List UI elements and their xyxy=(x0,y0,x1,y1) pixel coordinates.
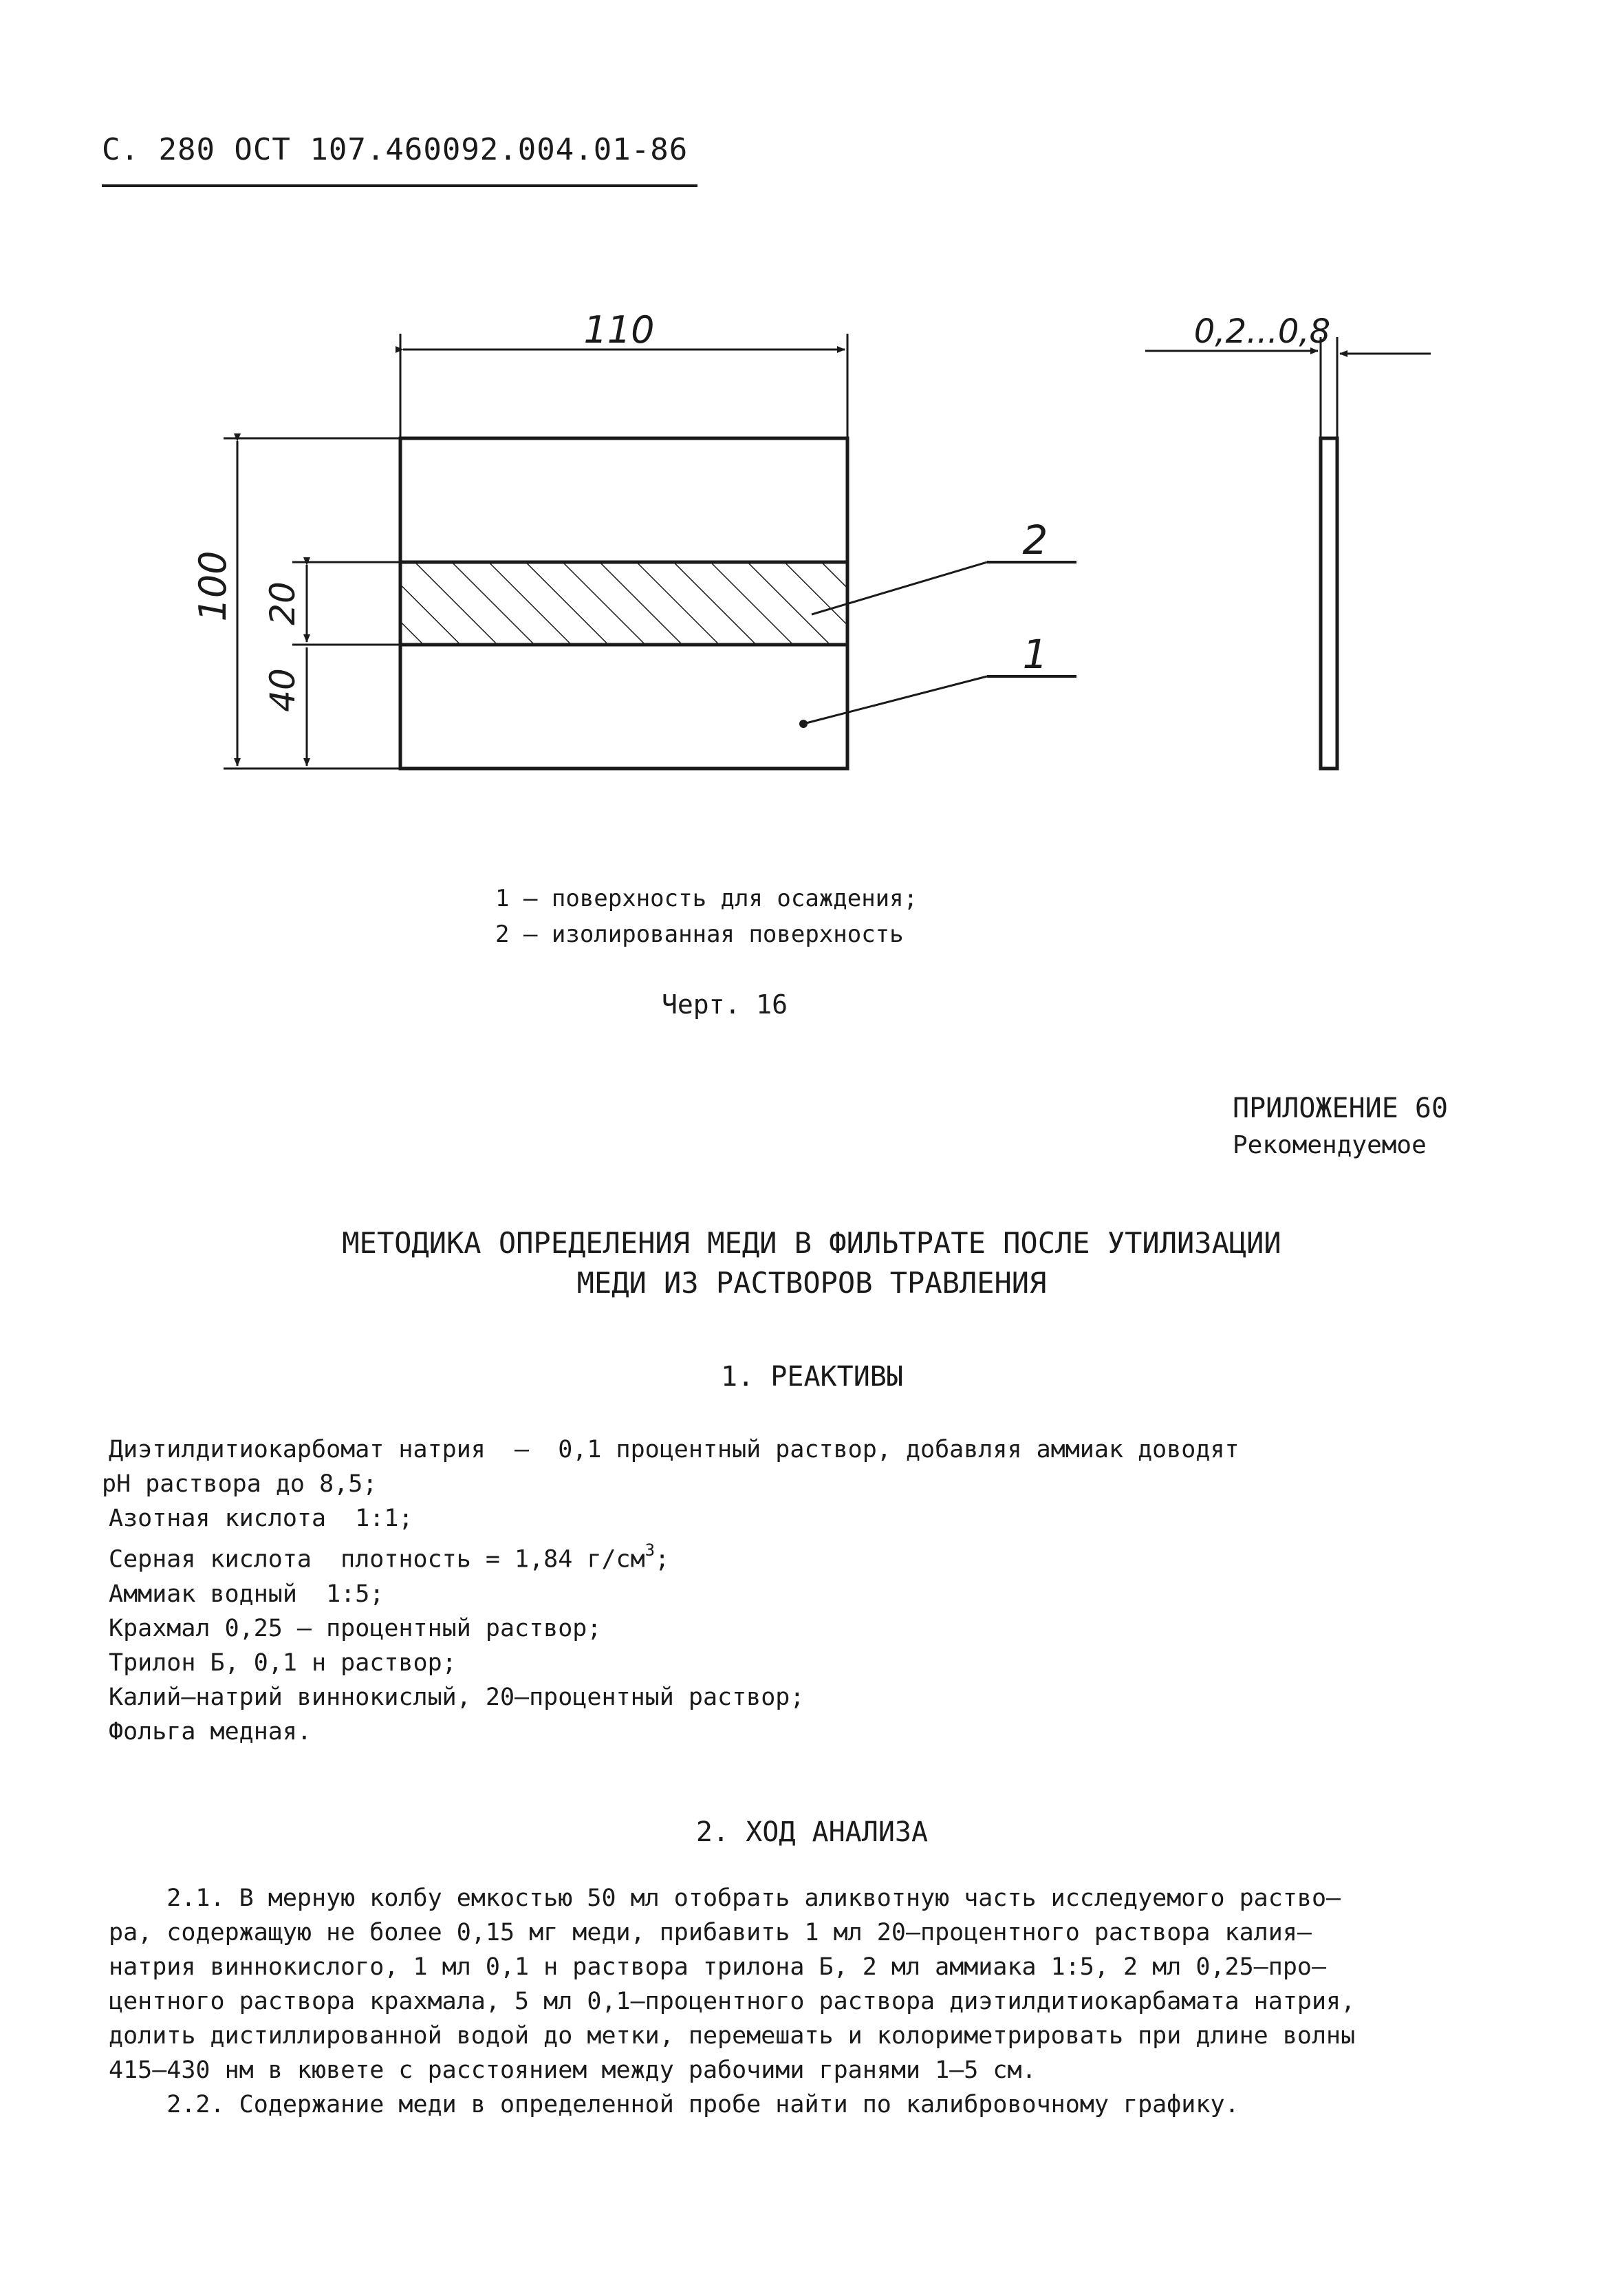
legend-item-1: 1 – поверхность для осаждения; xyxy=(495,885,918,912)
paragraph-line: 2.2. Содержание меди в определенной пробе найти по калибровочному графику. xyxy=(109,2091,1239,2118)
callout-1-leader xyxy=(803,676,987,724)
reagent-line: pH раствора до 8,5; xyxy=(102,1470,378,1498)
page-header: С. 280 ОСТ 107.460092.004.01-86 xyxy=(102,132,689,167)
figure-caption: Черт. 16 xyxy=(662,989,788,1020)
paragraph-line: долить дистиллированной водой до метки, перемешать и колориметрировать при длине волны xyxy=(109,2022,1356,2050)
legend-item-2: 2 – изолированная поверхность xyxy=(495,921,904,948)
superscript: 3 xyxy=(645,1540,656,1560)
height-label: 100 xyxy=(191,550,235,622)
reagents-list xyxy=(102,1432,1239,1749)
reagent-line: Аммиак водный 1:5; xyxy=(109,1580,385,1608)
reagent-line xyxy=(109,1536,1239,1577)
reagent-line: Калий–натрий виннокислый, 20–процентный раствор; xyxy=(109,1683,805,1711)
width-label: 110 xyxy=(583,308,655,352)
paragraph-line: натрия виннокислого, 1 мл 0,1 н раствора трилона Б, 2 мл аммиака 1:5, 2 мл 0,25–про– xyxy=(109,1953,1327,1981)
reagent-text: ; xyxy=(655,1545,670,1574)
reagent-line: Трилон Б, 0,1 н раствор; xyxy=(109,1649,457,1677)
appendix-block xyxy=(1233,1090,1448,1164)
section-2-heading: 2. ХОД АНАЛИЗА xyxy=(695,1816,929,1848)
lower-label: 40 xyxy=(263,668,303,712)
reagent-text: Серная кислота плотность = 1,84 г/см xyxy=(109,1545,645,1574)
reagent-line: Крахмал 0,25 – процентный раствор; xyxy=(109,1614,602,1642)
reagent-line: Фольга медная. xyxy=(109,1717,312,1746)
title-line-2: МЕДИ ИЗ РАСТВОРОВ ТРАВЛЕНИЯ xyxy=(576,1266,1047,1300)
analysis-text xyxy=(109,1881,1533,2122)
reagent-line: Азотная кислота 1:1; xyxy=(109,1505,413,1532)
callout-1-label: 1 xyxy=(1022,631,1048,678)
side-view-plate xyxy=(1321,438,1337,769)
thickness-label: 0,2...0,8 xyxy=(1193,312,1331,351)
appendix-subtitle: Рекомендуемое xyxy=(1233,1131,1427,1159)
paragraph-line: центного раствора крахмала, 5 мл 0,1–процентного раствора диэтилдитиокарбамата натрия, xyxy=(109,1988,1356,2015)
title-line-1: МЕТОДИКА ОПРЕДЕЛЕНИЯ МЕДИ В ФИЛЬТРАТЕ ПОСЛЕ УТИЛИЗАЦИИ xyxy=(342,1226,1281,1260)
paragraph-line: ра, содержащую не более 0,15 мг меди, прибавить 1 мл 20–процентного раствора калия– xyxy=(109,1919,1312,1946)
section-1-heading: 1. РЕАКТИВЫ xyxy=(721,1361,903,1393)
appendix-title: ПРИЛОЖЕНИЕ 60 xyxy=(1233,1093,1449,1124)
callout-2-label: 2 xyxy=(1022,517,1048,563)
strip-label: 20 xyxy=(263,581,303,625)
figure-legend xyxy=(495,881,918,952)
paragraph-line: 2.1. В мерную колбу емкостью 50 мл отобрать аликвотную часть исследуемого раство– xyxy=(109,1885,1341,1912)
reagent-line: Диэтилдитиокарбомат натрия – 0,1 процентный раствор, добавляя аммиак доводят xyxy=(109,1436,1239,1463)
technical-drawing xyxy=(0,0,1624,853)
paragraph-line: 415–430 нм в кювете с расстоянием между рабочими гранями 1–5 см. xyxy=(109,2057,1037,2084)
insulated-strip xyxy=(400,562,847,645)
document-title xyxy=(138,1223,1486,1303)
